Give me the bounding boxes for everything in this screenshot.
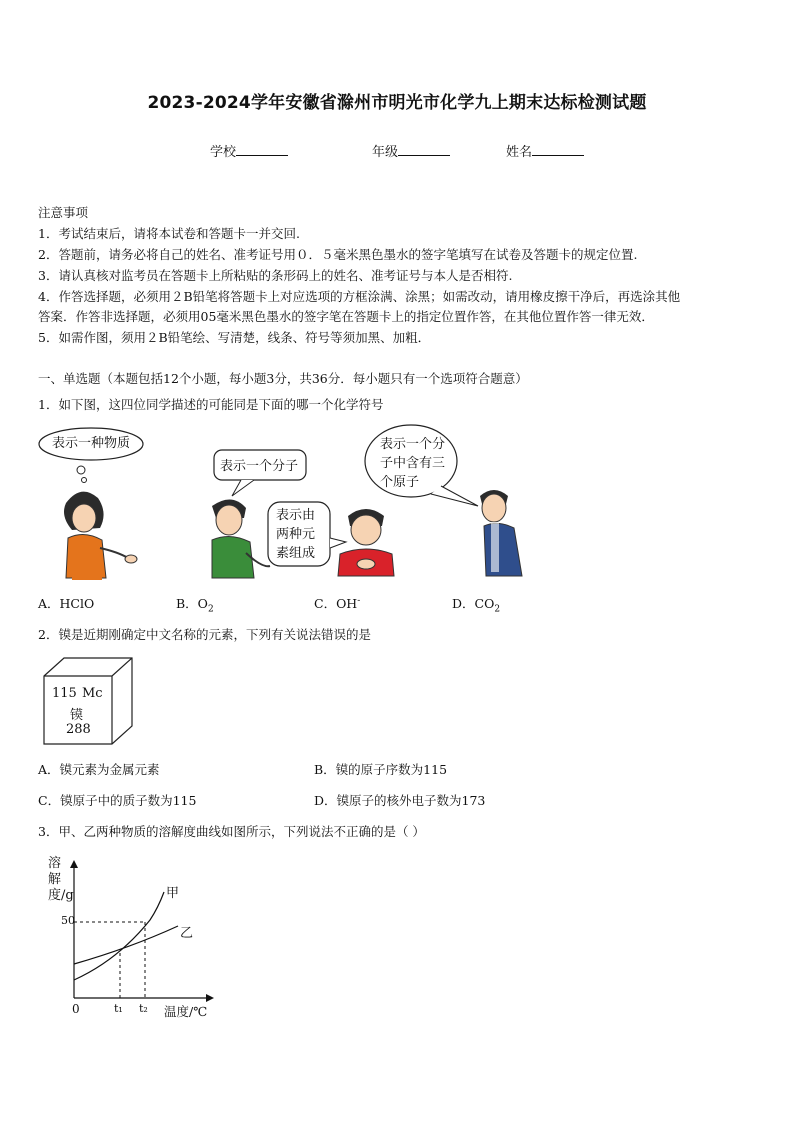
bubble-4-line: 个原子 [380,475,420,490]
q1-option-a[interactable]: A．HClO [38,596,95,611]
question-2-stem: 2．镆是近期刚确定中文名称的元素，下列有关说法错误的是 [38,627,371,642]
x-tick-t1: t₁ [114,1002,123,1015]
x-tick-t2: t₂ [139,1002,148,1015]
notice-item: 2．答题前，请务必将自己的姓名、准考证号用０．５毫米黑色墨水的签字笔填写在试卷及答题卡的规定位置. [38,247,638,262]
notice-item: 4．作答选择题，必须用２B铅笔将答题卡上对应选项的方框涂满、涂黑；如需改动，请用橡皮擦干净后，再选涂其他 [38,289,681,304]
element-name: 镆 [70,708,84,723]
question-3-stem: 3．甲、乙两种物质的溶解度曲线如图所示，下列说法不正确的是（ ） [38,824,425,839]
notice-item: 1．考试结束后，请将本试卷和答题卡一并交回. [38,226,300,241]
student-girl [64,492,137,580]
x-axis-label: 温度/℃ [164,1004,208,1019]
bubble-3-line: 两种元 [276,527,316,542]
y-axis-label: 溶解度/g [48,856,74,903]
series-label-yi: 乙 [180,926,194,941]
q1-option-d[interactable]: D．$CO_2$ [452,596,501,615]
bubble-2-text: 表示一个分子 [220,459,299,474]
solubility-chart [40,852,230,1022]
school-field[interactable] [210,141,288,160]
notice-heading: 注意事项 [38,205,89,220]
student-boy-3 [480,490,522,576]
x-axis-arrow [206,994,214,1002]
bubble-4-line: 表示一个分 [380,437,446,452]
q1-option-b[interactable]: B．$O_2$ [176,596,214,615]
origin-label: 0 [72,1002,80,1016]
element-mass: 288 [66,722,91,737]
series-jia-curve [74,892,164,980]
q2-option-b[interactable]: B．镆的原子序数为115 [314,762,448,777]
name-label: 姓名 [506,145,533,160]
name-field[interactable] [506,141,584,160]
q2-option-c[interactable]: C．镆原子中的质子数为115 [38,793,197,808]
q1-option-c[interactable]: C．OH- [314,595,361,611]
element-symbol: Mc [82,686,103,701]
notice-item: 3．请认真核对监考员在答题卡上所粘贴的条形码上的姓名、准考证号与本人是否相符. [38,268,513,283]
y-tick-50: 50 [61,914,75,927]
student-boy-1 [212,499,270,578]
bubble-3-line: 素组成 [276,546,316,561]
student-boy-2 [338,509,394,576]
q2-option-d[interactable]: D．镆原子的核外电子数为173 [314,793,486,808]
grade-field[interactable] [372,141,450,160]
bubble-1-text: 表示一种物质 [52,436,131,451]
series-label-jia: 甲 [166,886,180,901]
y-axis-arrow [70,860,78,868]
section-heading: 一、单选题（本题包括12个小题，每小题3分，共36分．每小题只有一个选项符合题意） [38,371,528,386]
bubble-3-line: 表示由 [276,508,316,523]
question-1-stem: 1．如下图，这四位同学描述的可能同是下面的哪一个化学符号 [38,397,384,412]
grade-label: 年级 [372,145,399,160]
q2-option-a[interactable]: A．镆元素为金属元素 [38,762,160,777]
bubble-4-line: 子中含有三 [380,456,446,471]
notice-item: 5．如需作图，须用２B铅笔绘、写清楚，线条、符号等须加黑、加粗． [38,330,431,345]
element-number: 115 [52,686,77,701]
page-title: 2023-2024学年安徽省滁州市明光市化学九上期末达标检测试题 [147,93,647,113]
school-label: 学校 [210,145,237,160]
notice-item: 答案．作答非选择题，必须用05毫米黑色墨水的签字笔在答题卡上的指定位置作答，在其他位置作答一律无效． [38,309,654,324]
